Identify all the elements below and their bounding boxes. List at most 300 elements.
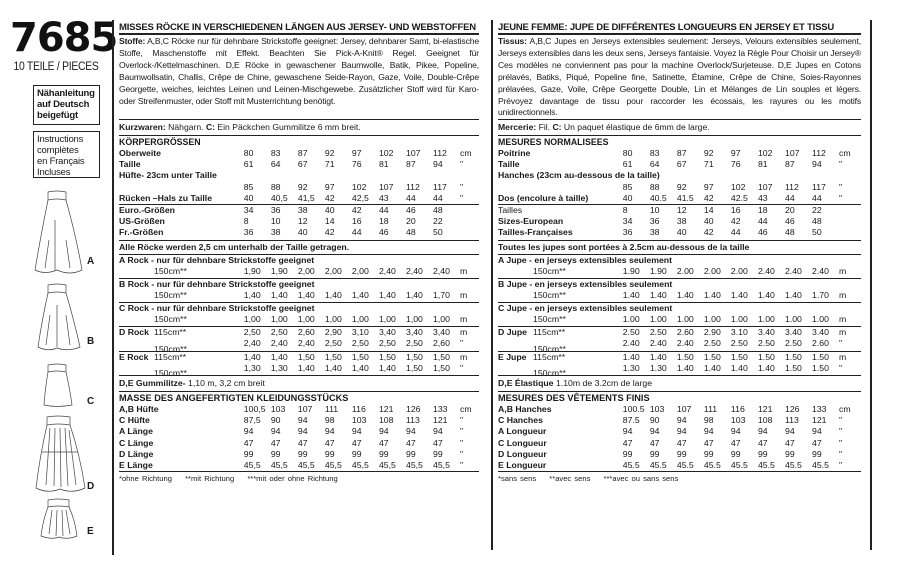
- table-row: [498, 193, 862, 204]
- size-value: 44: [351, 227, 362, 238]
- yardage-value: 1,40: [324, 289, 342, 300]
- size-value: 111: [324, 404, 339, 415]
- size-value: 81: [378, 159, 389, 170]
- skirt-c-icon: [44, 364, 72, 407]
- size-value: 64: [649, 159, 660, 170]
- size-value: 41.5: [676, 192, 694, 203]
- unit-label: [839, 205, 862, 216]
- table-row: [119, 159, 483, 170]
- size-value: 42,5: [351, 192, 369, 203]
- table-row: [498, 266, 862, 277]
- yardage-value: 1.40: [730, 289, 748, 300]
- size-value: 47: [324, 437, 335, 448]
- size-value: 45.5: [730, 460, 748, 471]
- size-value: 97: [703, 181, 714, 192]
- size-value: 43: [378, 192, 389, 203]
- size-value: 45.5: [703, 460, 721, 471]
- size-value: 94: [649, 426, 660, 437]
- yardage-value: 1.00: [703, 314, 721, 325]
- size-value: 44: [784, 192, 795, 203]
- size-value: 48: [433, 205, 443, 216]
- size-value: 103: [649, 404, 665, 415]
- yardage-value: 1,30: [243, 362, 261, 373]
- french-box-line: en Français: [37, 156, 85, 167]
- german-fabrics: [119, 35, 479, 120]
- yardage-value: 1,40: [324, 362, 342, 373]
- fabric-width: 115cm**: [154, 351, 187, 362]
- yardage-value: 2.50: [622, 327, 640, 338]
- table-row: [119, 193, 483, 204]
- yardage-value: 1,50: [433, 362, 450, 373]
- unit-label: ": [839, 460, 843, 471]
- notions-c-text: Ein Päckchen Gummilitze 6 mm breit.: [215, 122, 361, 132]
- size-value: 47: [297, 437, 308, 448]
- unit-label: ": [460, 181, 464, 192]
- fabrics-label: Stoffe:: [119, 36, 146, 46]
- yardage-value: 3.40: [757, 327, 775, 338]
- size-value: 94: [433, 426, 443, 437]
- size-value: 46: [378, 227, 389, 238]
- finished-measurements-table: [498, 404, 862, 471]
- yardage-value: 2.50: [730, 338, 748, 349]
- size-value: 40: [324, 205, 335, 216]
- skirt-b-icon: [38, 284, 80, 350]
- row-label: Oberweite: [119, 148, 162, 158]
- fabrics-text: A,B,C Jupes en Jerseys extensibles seulement: Jerseys, Velours extensibles seulement, Jerseys extensibles dans les deux sens, Jerseys fantaisie. Voyez la Règle Pour Choisir un Jersey® Ces modèles ne conviennent pas pour la machine Overlock/Surjeteuse. D,E Jupes en Cotons prélavés, Batiks, Piqué, Popeline fine, Satinette, Étamine, Crêpe de Chine, Soies-Rayonnes prélavées, Gaze, Voile, Crêpe Georgette Double, Lin et Mélanges de Lin souples et légers. Prévoyez davantage de tissu pour raccorder les écossais, les rayures ou les motifs unidirectionnels.: [498, 36, 861, 118]
- yardage-value: 2.40: [676, 338, 694, 349]
- size-value: 94: [270, 426, 281, 437]
- size-value: 36: [622, 227, 633, 238]
- size-value: 94: [433, 159, 443, 170]
- yardage-value: 1.40: [703, 289, 721, 300]
- size-value: 80: [622, 148, 633, 158]
- size-value: 14: [703, 205, 714, 216]
- yardage-value: 2.50: [757, 338, 775, 349]
- yardage-value: 1.40: [622, 289, 640, 300]
- yardage-value: 1.40: [757, 289, 775, 300]
- table-row: [119, 266, 483, 277]
- size-value: 42: [324, 227, 335, 238]
- size-value: 42: [351, 205, 362, 216]
- yardage-value: 2,50: [324, 338, 342, 349]
- finished-measurements-heading: MASSE DES ANGEFERTIGTEN KLEIDUNGSSTÜCKS: [119, 393, 349, 404]
- size-value: 38: [649, 227, 660, 238]
- view-label-d: D: [87, 481, 95, 492]
- row-label: C Länge: [119, 437, 154, 448]
- unit-label: ": [460, 362, 464, 373]
- size-value: 83: [649, 148, 660, 158]
- unit-label: m: [839, 265, 847, 276]
- yardage-value: 3,40: [433, 327, 450, 338]
- size-value: 97: [351, 148, 362, 158]
- yardage-value: 1.50: [784, 362, 802, 373]
- yardage-value: 1,00: [433, 314, 450, 325]
- size-value: 76: [351, 159, 362, 170]
- yardage-value: 1.00: [757, 314, 775, 325]
- size-value: 42: [730, 216, 741, 227]
- row-label: US-Größen: [119, 216, 165, 227]
- table-row: [498, 338, 862, 349]
- yardage-value: 1,00: [378, 314, 396, 325]
- size-value: 99: [703, 448, 714, 459]
- table-row: [498, 327, 862, 338]
- size-value: 46: [784, 216, 795, 227]
- yardage-value: 2,40: [297, 338, 315, 349]
- size-value: 94: [812, 426, 822, 437]
- notions-c-label: C:: [552, 122, 562, 132]
- row-label: Hüfte- 23cm unter Taille: [119, 170, 217, 181]
- fabrics-text: A,B,C Röcke nur für dehnbare Strickstoffe geeignet: Jersey, dehnbarer Samt, bi-elastische Stoffe, Maschenstoffe mit Effekt. Beachten Sie Pick-A-Knit® Regel. Geeignet für Overlock-/Kettelmaschinen. D,E Röcke in gewaschener Baumwolle, Batik, Pikee, Popeline, Baumwollsatin, Challis, Crêpe de Chine, gewaschene Seide-Rayon, Gaze, Voile, Double-Crêpe Georgette, weiches, leichtes Leinen und Leinen-Mischgewebe. Zusätzlicher Stoff wird für Karo- oder Streifenmuster, oder Stoff mit Musterrichtung benötigt.: [119, 36, 479, 106]
- view-label-a: A: [87, 256, 95, 267]
- yardage-value: 2.00: [676, 265, 694, 276]
- fabric-width: 115cm**: [533, 327, 566, 338]
- size-value: 46: [405, 205, 416, 216]
- size-value: 94: [297, 426, 308, 437]
- size-value: 99: [649, 448, 660, 459]
- size-value: 102: [378, 148, 394, 158]
- view-label: [119, 363, 244, 379]
- size-value: 94: [812, 159, 822, 170]
- row-label: [119, 182, 244, 193]
- size-value: 108: [757, 415, 773, 426]
- size-value: 64: [270, 159, 281, 170]
- size-value: 94: [784, 426, 795, 437]
- yardage-value: 2.50: [784, 338, 802, 349]
- row-label: C Longueur: [498, 437, 547, 448]
- yardage-value: 1.40: [784, 289, 802, 300]
- yardage-value: 1.50: [676, 351, 694, 362]
- yardage-value: 1,90: [243, 265, 261, 276]
- yardage-heading: A Rock - nur für dehnbare Strickstoffe geeignet: [119, 254, 315, 265]
- table-row: [498, 314, 862, 325]
- size-value: 99: [676, 448, 687, 459]
- yardage-value: 1,00: [324, 314, 342, 325]
- yardage-value: 1,00: [270, 314, 288, 325]
- yardage-value: 1,50: [433, 351, 450, 362]
- row-label: C Hüfte: [119, 415, 150, 426]
- yardage-value: 1,00: [297, 314, 315, 325]
- size-value: 45,5: [270, 460, 288, 471]
- size-value: 10: [270, 216, 281, 227]
- yardage-value: 1.40: [649, 289, 667, 300]
- yardage-value: 2,50: [243, 327, 261, 338]
- size-conversion-table: [498, 205, 862, 239]
- yardage-view-label: D Jupe: [498, 327, 527, 338]
- yardage-value: 1.40: [703, 362, 721, 373]
- size-value: 121: [433, 415, 448, 426]
- unit-label: m: [460, 351, 468, 362]
- yardage-view-label: D Rock: [119, 327, 149, 338]
- size-value: 40,5: [270, 192, 288, 203]
- body-measurements-table: [498, 148, 862, 204]
- yardage-value: 1,00: [243, 314, 261, 325]
- size-value: 45.5: [676, 460, 694, 471]
- footnote-2: **avec sens: [549, 474, 591, 484]
- size-value: 87: [676, 148, 687, 158]
- unit-label: m: [460, 289, 468, 300]
- size-value: 88: [649, 181, 660, 192]
- french-instructions-box: [33, 131, 100, 178]
- size-value: 8: [622, 205, 628, 216]
- table-row: [498, 205, 862, 216]
- yardage-value: 1.00: [622, 314, 640, 325]
- yardage-value: 3.40: [812, 327, 829, 338]
- size-value: 44: [757, 216, 768, 227]
- size-value: 36: [270, 205, 281, 216]
- size-value: 71: [703, 159, 714, 170]
- table-row: [498, 290, 862, 301]
- size-value: 103: [730, 415, 746, 426]
- yardage-value: 2.40: [622, 338, 640, 349]
- yardage-value: 1.00: [730, 314, 748, 325]
- table-row: [498, 426, 862, 437]
- size-value: 47: [812, 437, 822, 448]
- yardage-value: 1.50: [757, 351, 775, 362]
- yardage-value: 2.40: [784, 265, 802, 276]
- unit-label: ": [460, 338, 464, 349]
- size-value: 98: [324, 415, 335, 426]
- size-value: 94: [757, 426, 768, 437]
- view-label-e: E: [87, 526, 94, 537]
- fabric-width: 150cm**: [533, 265, 566, 276]
- french-box-line: Incluses: [37, 167, 71, 178]
- yardage-value: 1.00: [676, 314, 694, 325]
- size-value: 61: [243, 159, 254, 170]
- yardage-block: [119, 279, 479, 303]
- size-value: 94: [622, 426, 633, 437]
- notions-label: Mercerie:: [498, 122, 537, 132]
- footnotes: [498, 472, 867, 485]
- size-value: 40: [243, 192, 254, 203]
- yardage-value: 1,50: [297, 351, 315, 362]
- size-value: 117: [433, 181, 447, 192]
- yardage-value: 3,40: [378, 327, 396, 338]
- table-row: [119, 338, 483, 349]
- unit-label: [460, 216, 483, 227]
- fabric-width: 150cm**: [154, 289, 187, 300]
- view-label: [119, 352, 244, 363]
- size-value: 47: [757, 437, 768, 448]
- unit-label: m: [839, 327, 847, 338]
- table-row: [119, 148, 483, 159]
- worn-below-waist-note: Toutes les jupes sont portées à 2.5cm au-dessous de la taille: [498, 241, 861, 255]
- row-label: A Länge: [119, 426, 153, 437]
- yardage-value: 1,40: [378, 362, 396, 373]
- size-value: 40: [703, 216, 714, 227]
- table-row: [498, 159, 862, 170]
- size-value: 99: [405, 448, 416, 459]
- size-value: 126: [784, 404, 800, 415]
- yardage-value: 1,40: [270, 351, 288, 362]
- size-value: 133: [433, 404, 448, 415]
- yardage-value: 2.40: [757, 265, 775, 276]
- notions-c-text: Un paquet élastique de 6mm de large.: [561, 122, 710, 132]
- notions-c-label: C:: [205, 122, 216, 132]
- size-value: 99: [433, 448, 443, 459]
- yardage-block: [119, 327, 479, 355]
- footnote-3: ***avec ou sans sens: [603, 474, 679, 484]
- size-value: 45.5: [812, 460, 829, 471]
- size-value: 8: [243, 216, 249, 227]
- skirt-d-icon: [36, 416, 85, 491]
- yardage-value: 2,50: [270, 327, 288, 338]
- table-row: [498, 227, 862, 238]
- table-row: [119, 314, 483, 325]
- body-measurements-table: [119, 148, 483, 204]
- size-value: 50: [812, 227, 822, 238]
- size-value: 94: [378, 426, 389, 437]
- size-value: 45,5: [324, 460, 342, 471]
- yardage-block: [498, 327, 861, 355]
- row-label: C Hanches: [498, 415, 543, 426]
- size-value: 40: [297, 227, 308, 238]
- size-value: 113: [784, 415, 799, 426]
- yardage-value: 1.30: [649, 362, 667, 373]
- size-value: 48: [405, 227, 416, 238]
- view-label: [498, 363, 623, 379]
- fabric-width: 150cm**: [154, 344, 187, 355]
- table-row: [498, 363, 862, 374]
- unit-label: ": [839, 362, 843, 373]
- notions-text: Nähgarn.: [165, 122, 206, 132]
- yardage-value: 2,50: [351, 338, 369, 349]
- elastic-text: 1.10m de 3.2cm de large: [553, 378, 653, 389]
- size-value: 99: [784, 448, 795, 459]
- yardage-value: 2,40: [378, 265, 396, 276]
- size-value: 45.5: [784, 460, 802, 471]
- table-row: [119, 460, 483, 471]
- table-row: [498, 438, 862, 449]
- yardage-value: 1,50: [324, 351, 342, 362]
- yardage-value: 1,50: [405, 362, 423, 373]
- yardage-value: 2.00: [703, 265, 721, 276]
- pieces-count: 10 TEILE / PIECES: [13, 61, 99, 73]
- size-value: 45.5: [649, 460, 667, 471]
- unit-label: ": [460, 159, 464, 170]
- yardage-value: 3,40: [405, 327, 423, 338]
- yardage-value: 2.50: [649, 327, 667, 338]
- row-label: Euro.-Größen: [119, 205, 175, 216]
- size-value: 103: [270, 404, 286, 415]
- size-value: 113: [405, 415, 420, 426]
- size-value: 40: [676, 227, 687, 238]
- yardage-value: 2,00: [351, 265, 369, 276]
- size-value: 112: [812, 148, 826, 158]
- size-value: 103: [351, 415, 367, 426]
- row-label: Taille: [498, 159, 520, 170]
- yardage-value: 2,60: [297, 327, 315, 338]
- unit-label: m: [460, 314, 468, 325]
- unit-label: ": [839, 159, 843, 170]
- unit-label: m: [839, 351, 847, 362]
- yardage-value: 1,40: [351, 362, 369, 373]
- size-value: 10: [649, 205, 660, 216]
- yardage-value: 1.40: [676, 362, 694, 373]
- unit-label: ": [839, 192, 843, 203]
- footnotes: [119, 472, 485, 485]
- size-value: 38: [676, 216, 687, 227]
- unit-label: ": [839, 437, 843, 448]
- size-value: 14: [324, 216, 335, 227]
- yardage-view-label: E Rock: [119, 351, 149, 362]
- table-row: [498, 449, 862, 460]
- size-value: 22: [812, 205, 822, 216]
- yardage-value: 1.50: [703, 351, 721, 362]
- german-notions: [119, 120, 479, 136]
- size-value: 16: [351, 216, 362, 227]
- unit-label: cm: [460, 404, 472, 415]
- size-value: 87,5: [243, 415, 261, 426]
- size-value: 44: [433, 192, 443, 203]
- size-value: 102: [730, 181, 746, 192]
- yardage-value: 2.00: [730, 265, 748, 276]
- yardage-heading: A Jupe - en jerseys extensibles seulement: [498, 254, 672, 265]
- unit-label: [839, 216, 862, 227]
- row-label: A Longueur: [498, 426, 547, 437]
- yardage-value: 1,40: [270, 289, 288, 300]
- row-label: Tailles-Françaises: [498, 227, 573, 238]
- yardage-value: 2.40: [649, 338, 667, 349]
- german-instructions-box: [33, 85, 100, 125]
- row-label: Poitrine: [498, 148, 531, 158]
- yardage-value: 3.10: [730, 327, 748, 338]
- unit-label: [460, 227, 483, 238]
- yardage-value: 1,50: [378, 351, 396, 362]
- unit-label: ": [839, 415, 843, 426]
- yardage-block: [498, 303, 861, 327]
- size-value: 43: [757, 192, 768, 203]
- size-value: 18: [757, 205, 768, 216]
- table-row: [498, 182, 862, 193]
- yardage-value: 1.70: [812, 289, 829, 300]
- size-value: 61: [622, 159, 633, 170]
- size-value: 44: [812, 192, 822, 203]
- size-value: 112: [433, 148, 447, 158]
- size-value: 121: [378, 404, 394, 415]
- size-value: 99: [351, 448, 362, 459]
- yardage-value: 1,40: [243, 289, 261, 300]
- size-value: 126: [405, 404, 421, 415]
- size-value: 107: [757, 181, 773, 192]
- table-row: [119, 363, 483, 374]
- fabrics-label: Tissus:: [498, 36, 527, 46]
- yardage-value: 1.50: [730, 351, 748, 362]
- size-value: 71: [324, 159, 335, 170]
- yardage-heading: C Jupe - en jerseys extensibles seulement: [498, 303, 673, 314]
- body-measurements-heading: KÖRPERGRÖSSEN: [119, 137, 201, 147]
- size-value: 42: [703, 227, 714, 238]
- skirt-views-illustration: [0, 185, 110, 555]
- fabric-width: 150cm**: [533, 368, 566, 379]
- unit-label: m: [839, 289, 847, 300]
- yardage-value: 2,40: [433, 265, 450, 276]
- size-value: 111: [703, 404, 718, 415]
- fabric-width: 150cm**: [154, 265, 187, 276]
- size-value: 38: [270, 227, 281, 238]
- row-label: [498, 182, 623, 193]
- size-value: 112: [784, 181, 799, 192]
- size-value: 99: [378, 448, 389, 459]
- size-value: 98: [703, 415, 714, 426]
- german-panel: [112, 20, 488, 555]
- size-value: 47: [270, 437, 281, 448]
- size-value: 67: [297, 159, 308, 170]
- yardage-value: 1,50: [405, 351, 423, 362]
- german-box-line: auf Deutsch: [37, 99, 90, 110]
- size-value: 99: [243, 448, 254, 459]
- size-value: 94: [243, 426, 254, 437]
- size-value: 80: [243, 148, 254, 158]
